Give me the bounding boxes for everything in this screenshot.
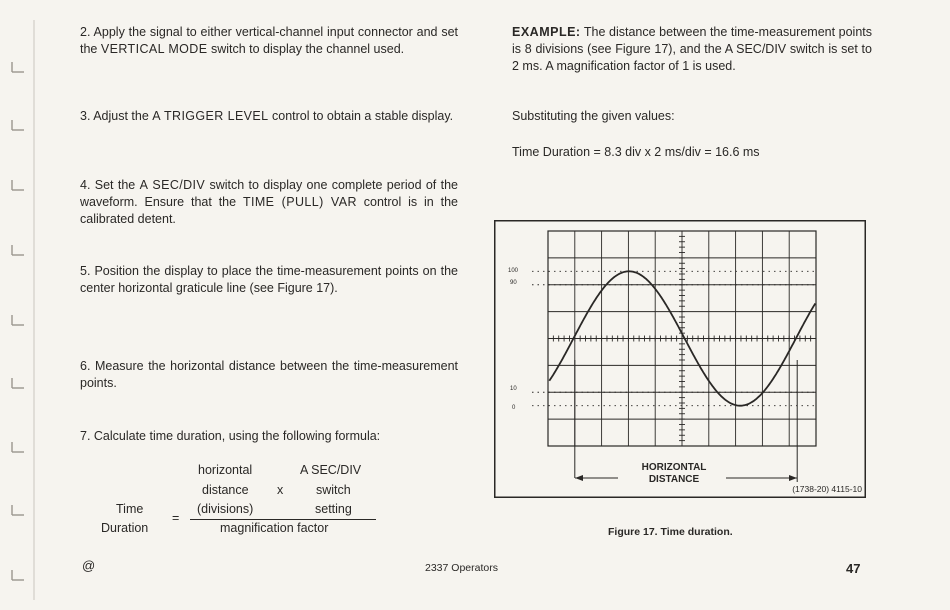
step-4-text-b: switch to display one complete period of the waveform. Ensure that the	[80, 178, 458, 209]
formula-equals-sign: =	[172, 511, 180, 525]
calculation-line: Time Duration = 8.3 div x 2 ms/div = 16.6 ms	[512, 145, 760, 159]
step-2-paragraph	[80, 24, 458, 58]
example-label: EXAMPLE:	[512, 25, 581, 39]
label-10: 10	[510, 386, 517, 392]
page-number: 47	[846, 561, 861, 576]
graticule-diagram	[494, 220, 866, 498]
figure-17-graticule	[494, 220, 866, 498]
step-4-text-c: control is in the calibrated detent.	[80, 195, 458, 226]
step-4-keyword-2: TIME (PULL) VAR	[242, 195, 357, 209]
formula-numerator-a-line-1: horizontal	[198, 463, 253, 477]
right-arrowhead	[789, 475, 797, 481]
footer-manual-title: 2337 Operators	[425, 562, 498, 574]
left-arrowhead	[575, 475, 583, 481]
step-3-text-a: 3. Adjust the	[80, 109, 153, 123]
formula-numerator-a-line-3: (divisions)	[197, 502, 254, 516]
formula-lhs-line-1: Time	[116, 502, 144, 516]
formula-denominator: magnification factor	[220, 521, 329, 535]
step-3-text-b: control to obtain a stable display.	[268, 109, 454, 123]
substituting-line: Substituting the given values:	[512, 109, 675, 123]
step-2-keyword: VERTICAL MODE	[100, 42, 208, 56]
step-3-keyword: A TRIGGER LEVEL	[152, 109, 269, 123]
label-0: 0	[512, 405, 516, 411]
formula-numerator-b-line-3: setting	[315, 502, 352, 516]
label-100: 100	[508, 268, 519, 274]
step-4-paragraph	[80, 177, 458, 228]
step-4-text-a: 4. Set the	[80, 178, 140, 192]
example-text: The distance between the time-measurement points is 8 divisions (see Figure 17), and the A SEC/DIV switch is set to 2 ms. A magnification factor of 1 is used.	[512, 25, 872, 73]
step-2-text-a: 2. Apply the signal to either vertical-channel input connector and set the	[80, 25, 458, 56]
step-2-text-b: switch to display the channel used.	[207, 42, 405, 56]
copyright-symbol: @	[82, 558, 96, 573]
binding-edge-marks	[0, 0, 40, 610]
step-3-paragraph	[80, 108, 458, 125]
formula-lhs-line-2: Duration	[101, 521, 149, 535]
horizontal-label: HORIZONTAL	[641, 462, 707, 473]
figure-ref-code: (1738-20) 4115-10	[792, 484, 862, 494]
example-paragraph	[512, 24, 872, 75]
formula-times-sign: x	[277, 483, 284, 497]
distance-label: DISTANCE	[648, 474, 700, 485]
step-5-paragraph: 5. Position the display to place the time-measurement points on the center horizontal graticule line (see Figure 17).	[80, 264, 458, 295]
formula-numerator-b-line-1: A SEC/DIV	[300, 463, 362, 477]
figure-frame	[495, 221, 866, 498]
figure-17-caption: Figure 17. Time duration.	[608, 526, 733, 538]
step-4-keyword: A SEC/DIV	[139, 178, 206, 192]
step-7-paragraph: 7. Calculate time duration, using the following formula:	[80, 429, 381, 443]
label-90: 90	[510, 280, 517, 286]
step-6-paragraph: 6. Measure the horizontal distance between the time-measurement points.	[80, 359, 458, 390]
formula-numerator-b-line-2: switch	[316, 483, 351, 497]
formula-numerator-a-line-2: distance	[202, 483, 249, 497]
